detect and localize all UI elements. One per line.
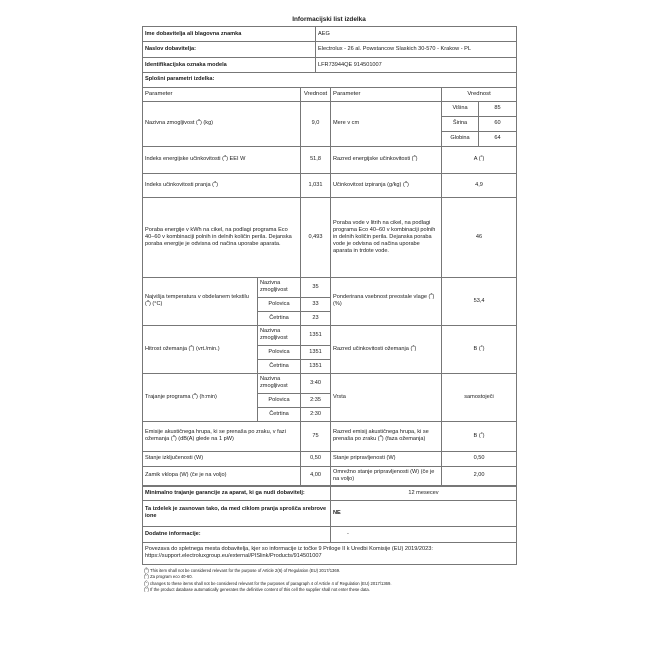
duration-quarter-value: 2:30 bbox=[301, 407, 331, 421]
temp-full-label: Nazivna zmogljivost bbox=[258, 277, 301, 297]
off-mode-label: Stanje izključenosti (W) bbox=[143, 451, 301, 466]
temp-half-label: Polovica bbox=[258, 297, 301, 311]
duration-full-label: Nazivna zmogljivost bbox=[258, 373, 301, 393]
footnote: ($^a$) This item shall not be considered relevant for the purpose of Article 2(6) of Regulation (EU) 2017/1369. bbox=[144, 566, 341, 573]
washing-index-value: 1,031 bbox=[301, 173, 331, 197]
supplier-name-value: AEG bbox=[316, 27, 517, 42]
parameters-table bbox=[142, 87, 517, 486]
warranty-value: 12 mesecev bbox=[331, 486, 517, 500]
spin-full-label: Nazivna zmogljivost bbox=[258, 325, 301, 345]
noise-emission-value: 75 bbox=[301, 421, 331, 451]
networked-standby-label: Omrežno stanje pripravljenosti (W) (če je na voljo) bbox=[331, 466, 442, 485]
duration-half-value: 2:35 bbox=[301, 393, 331, 407]
duration-full-value: 3:40 bbox=[301, 373, 331, 393]
spin-half-label: Polovica bbox=[258, 345, 301, 359]
product-information-sheet bbox=[142, 14, 516, 594]
energy-class-value: A ($^c$) bbox=[442, 146, 517, 173]
parameter-header: Parameter bbox=[331, 87, 442, 101]
spin-quarter-value: 1351 bbox=[301, 359, 331, 373]
rinsing-value: 4,9 bbox=[442, 173, 517, 197]
program-duration-label: Trajanje programa ($^a$) (h:min) bbox=[143, 373, 258, 421]
temp-quarter-value: 23 bbox=[301, 311, 331, 325]
noise-class-label: Razred emisij akustičnega hrupa, ki se prenaša po zraku ($^a$) (faza ožemanja) bbox=[331, 421, 442, 451]
height-label: Višina bbox=[442, 101, 479, 116]
extra-info-table bbox=[142, 486, 517, 565]
model-id-value: LFR73944QE 914501007 bbox=[316, 58, 517, 73]
spin-full-value: 1351 bbox=[301, 325, 331, 345]
energy-class-label: Razred energijske učinkovitosti ($^a$) bbox=[331, 146, 442, 173]
temp-half-value: 33 bbox=[301, 297, 331, 311]
max-temperature-label: Najvišja temperatura v obdelanem tekstilu ($^a$) (°C) bbox=[143, 277, 258, 325]
standby-value: 0,50 bbox=[442, 451, 517, 466]
footnote: ($^c$) changes to these items shall not be considered relevant for the purposes of paragraph 4 of Article 4 of Regulation (EU) 2017/1369. bbox=[144, 579, 392, 586]
energy-consumption-value: 0,493 bbox=[301, 197, 331, 277]
supplier-name-label: Ime dobavitelja ali blagovna znamka bbox=[143, 27, 316, 42]
value-header: Vrednost bbox=[442, 87, 517, 101]
water-consumption-value: 46 bbox=[442, 197, 517, 277]
water-consumption-label: Poraba vode v litrih na cikel, na podlagi programa Eco 40–60 v kombinaciji polnih in delnih količin perila. Dejanska poraba vode je odvisna od načina uporabe aparata in trdote vode. bbox=[331, 197, 442, 277]
eei-value: 51,8 bbox=[301, 146, 331, 173]
height-value: 85 bbox=[479, 101, 517, 116]
delay-start-label: Zamik vklopa (W) (če je na voljo) bbox=[143, 466, 301, 485]
warranty-label: Minimalno trajanje garancije za aparat, ki ga nudi dobavitelj: bbox=[143, 486, 331, 500]
noise-emission-label: Emisije akustičnega hrupa, ki se prenaša po zraku, v fazi ožemanja ($^a$) (dB(A) glede na 1 pW) bbox=[143, 421, 301, 451]
duration-quarter-label: Četrtina bbox=[258, 407, 301, 421]
parameter-header: Parameter bbox=[143, 87, 301, 101]
energy-consumption-label: Poraba energije v kWh na cikel, na podlagi programa Eco 40–60 v kombinaciji polnih in delnih količin perila. Dejanska poraba energije je odvisna od načina uporabe aparata. bbox=[143, 197, 301, 277]
supplier-address-label: Naslov dobavitelja: bbox=[143, 42, 316, 58]
rinsing-label: Učinkovitost izpiranja (g/kg) ($^a$) bbox=[331, 173, 442, 197]
duration-half-label: Polovica bbox=[258, 393, 301, 407]
moisture-value: 53,4 bbox=[442, 277, 517, 325]
type-value: samostoječi bbox=[442, 373, 517, 421]
depth-value: 64 bbox=[479, 131, 517, 146]
supplier-website-link[interactable]: Povezava do spletnega mesta dobavitelja, kjer so informacije iz točke 9 Priloge II k Uredbi Komisije (EU) 2019/2023: https://support.electroluxgroup.eu/external/PISlink/Products/914501007 bbox=[143, 542, 517, 564]
delay-start-value: 4,00 bbox=[301, 466, 331, 485]
sheet-title: Informacijski list izdelka bbox=[292, 16, 366, 23]
supplier-address-value: Electrolux - 26 al. Powstancow Slaskich 30-570 - Krakow - PL bbox=[316, 42, 517, 58]
silver-ions-value: NE bbox=[331, 500, 517, 526]
spin-speed-label: Hitrost ožemanja ($^a$) (vrt./min.) bbox=[143, 325, 258, 373]
silver-ions-label: Ta izdelek je zasnovan tako, da med ciklom pranja sprošča srebrove ione bbox=[143, 500, 331, 526]
noise-class-value: B ($^c$) bbox=[442, 421, 517, 451]
spin-half-value: 1351 bbox=[301, 345, 331, 359]
temp-full-value: 35 bbox=[301, 277, 331, 297]
temp-quarter-label: Četrtina bbox=[258, 311, 301, 325]
networked-standby-value: 2,00 bbox=[442, 466, 517, 485]
model-id-label: Identifikacijska oznaka modela bbox=[143, 58, 316, 73]
moisture-label: Ponderirana vsebnost preostale vlage ($^a$) (%) bbox=[331, 277, 442, 325]
width-value: 60 bbox=[479, 116, 517, 131]
value-header: Vrednost bbox=[301, 87, 331, 101]
off-mode-value: 0,50 bbox=[301, 451, 331, 466]
supplier-table bbox=[142, 26, 517, 87]
general-parameters-label: Splošni parametri izdelka: bbox=[143, 73, 517, 87]
spin-class-label: Razred učinkovitosti ožemanja ($^a$) bbox=[331, 325, 442, 373]
capacity-value: 9,0 bbox=[301, 101, 331, 146]
additional-info-value: - bbox=[331, 526, 517, 542]
depth-label: Globina bbox=[442, 131, 479, 146]
footnote: ($^b$) Za program eco 40-60. bbox=[144, 572, 193, 580]
capacity-label: Nazivna zmogljivost ($^a$) (kg) bbox=[143, 101, 301, 146]
type-label: Vrsta bbox=[331, 373, 442, 421]
standby-label: Stanje pripravljenosti (W) bbox=[331, 451, 442, 466]
eei-label: Indeks energijske učinkovitosti ($^a$) EEI W bbox=[143, 146, 301, 173]
washing-index-label: Indeks učinkovitosti pranja ($^a$) bbox=[143, 173, 301, 197]
additional-info-label: Dodatne informacije: bbox=[143, 526, 331, 542]
footnote: ($^d$) If the product database automatically generates the definitive content of this cell the supplier shall not enter these data. bbox=[144, 585, 370, 593]
dimensions-label: Mere v cm bbox=[331, 101, 442, 146]
width-label: Širina bbox=[442, 116, 479, 131]
spin-class-value: B ($^c$) bbox=[442, 325, 517, 373]
spin-quarter-label: Četrtina bbox=[258, 359, 301, 373]
